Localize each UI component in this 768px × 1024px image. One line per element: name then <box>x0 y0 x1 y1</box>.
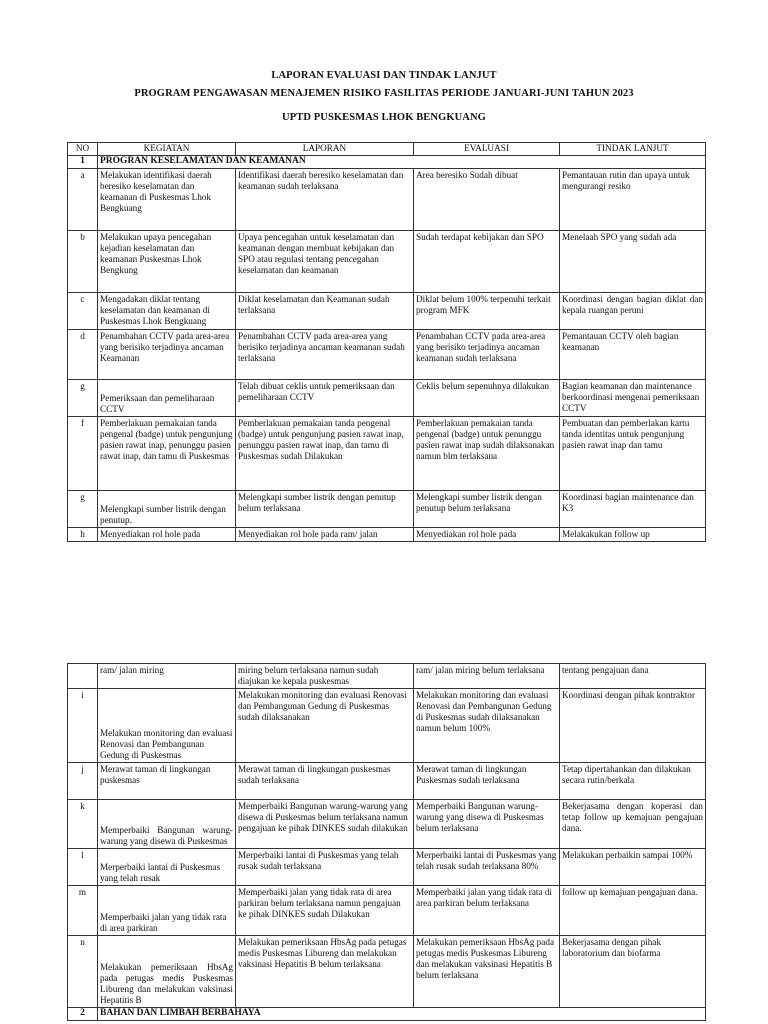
evaluation-table-page2 <box>67 663 706 1021</box>
row-no: i <box>68 689 98 763</box>
row-kegiatan: Melakukan identifikasi daerah beresiko keselamatan dan keamanan di Puskesmas Lhok Bengkuang <box>98 169 236 231</box>
section-row <box>68 1008 706 1021</box>
row-evaluasi: Menyediakan rol hole pada <box>414 528 560 542</box>
row-tindak-lanjut: Koordinasi dengan pihak kontraktor <box>560 689 706 763</box>
row-no: h <box>68 528 98 542</box>
table-row <box>68 417 706 491</box>
row-tindak-lanjut: Bekerjasama dengan pihak laboratorium dan biofarma <box>560 936 706 1008</box>
row-laporan: Menyediakan rol hole pada ram/ jalan <box>236 528 414 542</box>
row-laporan: Melengkapi sumber listrik dengan penutup belum terlaksana <box>236 491 414 528</box>
table-row <box>68 936 706 1008</box>
table-header-row <box>68 143 706 156</box>
row-no: n <box>68 936 98 1008</box>
section-number: 2 <box>68 1008 98 1021</box>
table-row <box>68 664 706 689</box>
row-no: g <box>68 380 98 417</box>
row-kegiatan: Penambahan CCTV pada area-area yang berisiko terjadinya ancaman Keamanan <box>98 330 236 380</box>
row-kegiatan: ram/ jalan miring <box>98 664 236 689</box>
row-kegiatan: Melengkapi sumber listrik dengan penutup. <box>98 491 236 528</box>
row-tindak-lanjut: Bekerjasama dengan koperasi dan tetap follow up kemajuan pengajuan dana. <box>560 800 706 849</box>
row-kegiatan: Melakukan pemeriksaan HbsAg pada petugas medis Puskesmas Libureng dan melakukan vaksinasi Hepatitis B <box>98 936 236 1008</box>
row-tindak-lanjut: Bagian keamanan dan maintenance berkoordinasi mengenai pemeriksaan CCTV <box>560 380 706 417</box>
row-no: a <box>68 169 98 231</box>
row-kegiatan: Memperbaiki Bangunan warung-warung yang disewa di Puskesmas <box>98 800 236 849</box>
report-institution: UPTD PUSKESMAS LHOK BENGKUANG <box>282 112 486 123</box>
table-row <box>68 886 706 936</box>
row-laporan: Melakukan pemeriksaan HbsAg pada petugas medis Puskesmas Libureng dan melakukan vaksinasi Hepatitis B belum terlaksana <box>236 936 414 1008</box>
table-row <box>68 231 706 293</box>
evaluation-table-page1 <box>67 142 706 542</box>
row-no: l <box>68 849 98 886</box>
col-header-evaluasi: EVALUASI <box>414 143 560 156</box>
row-evaluasi: Melengkapi sumber listrik dengan penutup belum terlaksana <box>414 491 560 528</box>
row-kegiatan: Merawat taman di lingkungan puskesmas <box>98 763 236 800</box>
row-tindak-lanjut: Koordinasi bagian maintenance dan K3 <box>560 491 706 528</box>
row-laporan: miring belum terlaksana namun sudah diajukan ke kepala puskesmas <box>236 664 414 689</box>
row-evaluasi: Pemberlakuan pemakaian tanda pengenal (badge) untuk penunggu pasien rawat inap sudah dilaksanakan namun blm terlaksana <box>414 417 560 491</box>
row-evaluasi: Memperbaiki Bangunan warung-warung yang disewa di Puskesmas belum terlaksana <box>414 800 560 849</box>
row-laporan: Diklat keselamatan dan Keamanan sudah terlaksana <box>236 293 414 330</box>
section-row <box>68 156 706 169</box>
row-evaluasi: Penambahan CCTV pada area-area yang berisiko terjadinya ancaman keamanan sudah terlaksana <box>414 330 560 380</box>
row-kegiatan: Pemberlakuan pemakaian tanda pengenal (badge) untuk pengunjung pasien rawat inap, penunggu pasien rawat inap, dan tamu di Puskesmas <box>98 417 236 491</box>
row-laporan: Memperbaiki Bangunan warung-warung yang disewa di Puskesmas belum terlaksana namun pengajuan ke pihak DINKES sudah dilakukan <box>236 800 414 849</box>
row-evaluasi: ram/ jalan miring belum terlaksana <box>414 664 560 689</box>
col-header-kegiatan: KEGIATAN <box>98 143 236 156</box>
row-laporan: Penambahan CCTV pada area-area yang berisiko terjadinya ancaman keamanan sudah terlaksana <box>236 330 414 380</box>
row-kegiatan: Menyediakan rol hole pada <box>98 528 236 542</box>
table-row <box>68 763 706 800</box>
row-evaluasi: Memperbaiki jalan yang tidak rata di area parkiran belum terlaksana <box>414 886 560 936</box>
col-header-tindak-lanjut: TINDAK LANJUT <box>560 143 706 156</box>
row-laporan: Pemberlakuan pemakaian tanda pengenal (badge) untuk pengunjung pasien rawat inap, penunggu pasien rawat inap, dan tamu di Puskesmas sudah Dilakukan <box>236 417 414 491</box>
row-laporan: Merperbaiki lantai di Puskesmas yang telah rusak sudah terlaksana <box>236 849 414 886</box>
col-header-no: NO <box>68 143 98 156</box>
row-no: j <box>68 763 98 800</box>
row-tindak-lanjut: follow up kemajuan pengajuan dana. <box>560 886 706 936</box>
row-tindak-lanjut: Tetap dipertahankan dan dilakukan secara rutin/berkala <box>560 763 706 800</box>
report-subtitle: PROGRAM PENGAWASAN MENAJEMEN RISIKO FASILITAS PERIODE JANUARI-JUNI TAHUN 2023 <box>134 88 634 99</box>
row-kegiatan: Memperbaiki jalan yang tidak rata di area parkiran <box>98 886 236 936</box>
section-title: PROGRAN KESELAMATAN DAN KEAMANAN <box>98 156 706 169</box>
table-row <box>68 689 706 763</box>
row-evaluasi: Melakukan monitoring dan evaluasi Renovasi dan Pembangunan Gedung di Puskesmas sudah dilaksanakan namun belum 100% <box>414 689 560 763</box>
row-kegiatan: Mengadakan diklat tentang keselamatan dan keamanan di Puskesmas Lhok Bengkuang <box>98 293 236 330</box>
table-row <box>68 380 706 417</box>
row-kegiatan: Melakukan monitoring dan evaluasi Renovasi dan Pembangunan Gedung di Puskesmas <box>98 689 236 763</box>
table-row <box>68 800 706 849</box>
table-row <box>68 528 706 542</box>
section-number: 1 <box>68 156 98 169</box>
row-no: m <box>68 886 98 936</box>
table-row <box>68 849 706 886</box>
table-row <box>68 293 706 330</box>
table-row <box>68 491 706 528</box>
row-no <box>68 664 98 689</box>
row-evaluasi: Diklat belum 100% terpenuhi terkait program MFK <box>414 293 560 330</box>
row-evaluasi: Ceklis belum sepenuhnya dilakukan <box>414 380 560 417</box>
row-kegiatan: Pemeriksaan dan pemeliharaan CCTV <box>98 380 236 417</box>
row-tindak-lanjut: Koordinasi dengan bagian diklat dan kepala ruangan peruni <box>560 293 706 330</box>
row-no: k <box>68 800 98 849</box>
row-kegiatan: Merperbaiki lantai di Puskesmas yang telah rusak <box>98 849 236 886</box>
row-laporan: Telah dibuat ceklis untuk pemeriksaan dan pemeliharaan CCTV <box>236 380 414 417</box>
row-evaluasi: Melakukan pemeriksaan HbsAg pada petugas medis Puskesmas Libureng dan melakukan vaksinasi Hepatitis B belum terlaksana <box>414 936 560 1008</box>
row-laporan: Upaya pencegahan untuk keselamatan dan keamanan dengan membuat kebijakan dan SPO atau regulasi tentang pencegahan keselamatan dan keamanan <box>236 231 414 293</box>
row-tindak-lanjut: Melakakukan follow up <box>560 528 706 542</box>
row-laporan: Merawat taman di lingkungan puskesmas sudah terlaksana <box>236 763 414 800</box>
row-no: f <box>68 417 98 491</box>
row-no: d <box>68 330 98 380</box>
row-kegiatan: Melakukan upaya pencegahan kejadian keselamatan dan keamanan Puskesmas Lhok Bengkung <box>98 231 236 293</box>
report-title: LAPORAN EVALUASI DAN TINDAK LANJUT <box>271 70 497 81</box>
row-evaluasi: Area beresiko Sudah dibuat <box>414 169 560 231</box>
row-evaluasi: Merawat taman di lingkungan Puskesmas sudah terlaksana <box>414 763 560 800</box>
row-no: g <box>68 491 98 528</box>
col-header-laporan: LAPORAN <box>236 143 414 156</box>
row-laporan: Memperbaiki jalan yang tidak rata di area parkiran belum terlaksana namun pengajuan ke pihak DINKES sudah Dilakukan <box>236 886 414 936</box>
row-tindak-lanjut: Melakukan perbaikin sampai 100% <box>560 849 706 886</box>
row-laporan: Identifikasi daerah beresiko keselamatan dan keamanan sudah terlaksana <box>236 169 414 231</box>
row-tindak-lanjut: Pembuatan dan pemberlakan kartu tanda identitas untuk pengunjung pasien rawat inap dan tamu <box>560 417 706 491</box>
row-no: b <box>68 231 98 293</box>
row-laporan: Melakukan monitoring dan evaluasi Renovasi dan Pembangunan Gedung di Puskesmas sudah dilaksanakan <box>236 689 414 763</box>
row-tindak-lanjut: Pemantauan CCTV oleh bagian keamanan <box>560 330 706 380</box>
table-row <box>68 330 706 380</box>
row-tindak-lanjut: tentang pengajuan dana <box>560 664 706 689</box>
row-tindak-lanjut: Pemantauan rutin dan upaya untuk mengurangi resiko <box>560 169 706 231</box>
row-evaluasi: Sudah terdapat kebijakan dan SPO <box>414 231 560 293</box>
row-evaluasi: Merperbaiki lantai di Puskesmas yang telah rusak sudah terlaksana 80% <box>414 849 560 886</box>
table-row <box>68 169 706 231</box>
section-title: BAHAN DAN LIMBAH BERBAHAYA <box>98 1008 706 1021</box>
row-tindak-lanjut: Menelaah SPO yang sudah ada <box>560 231 706 293</box>
row-no: c <box>68 293 98 330</box>
